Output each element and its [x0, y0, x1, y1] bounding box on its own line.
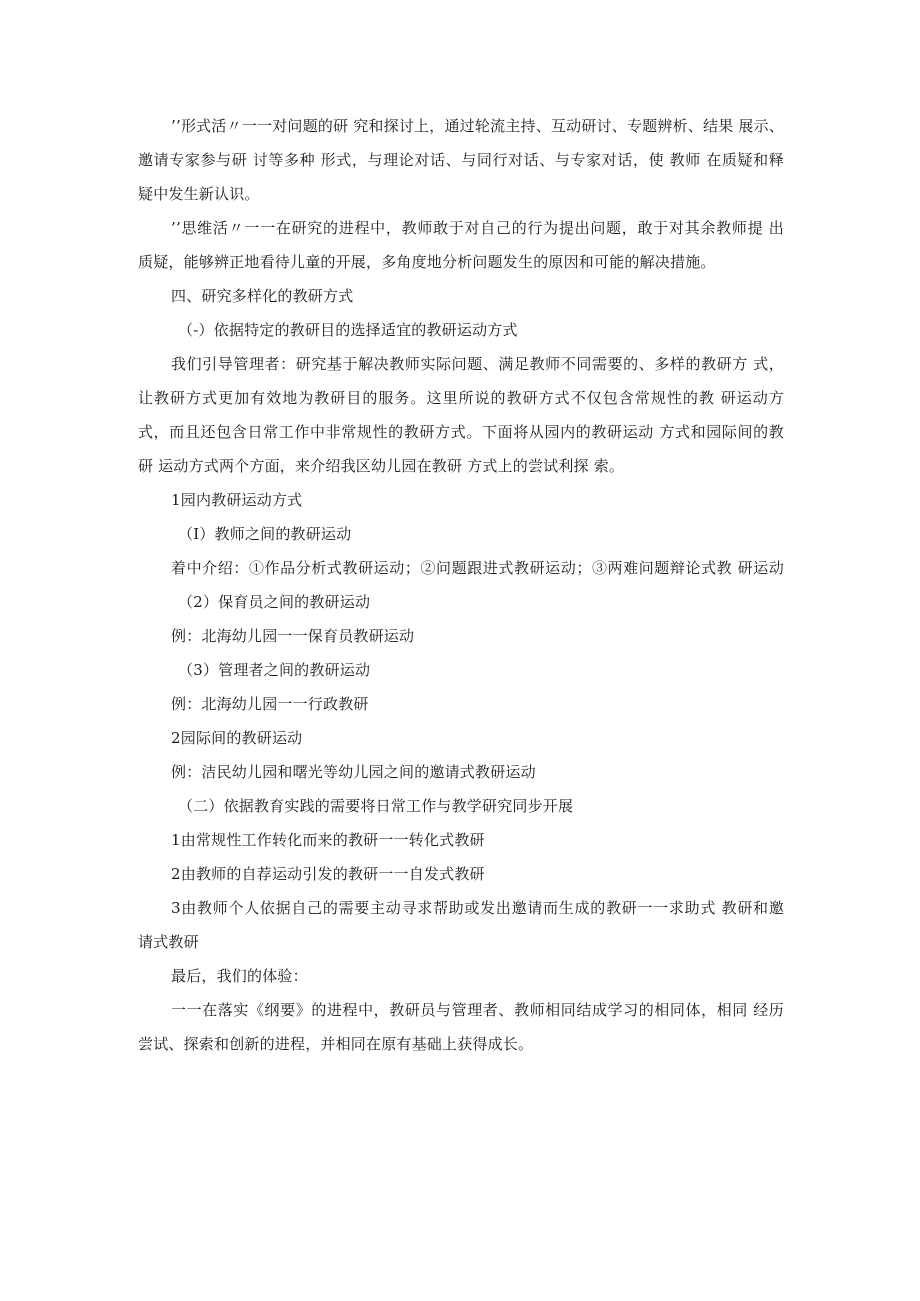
paragraph-3-line-3: 式，而且还包含日常工作中非常规性的教研方式。下面将从园内的教研运动 方式和园际间的教: [138, 423, 784, 441]
list-item-3-line-1: 3由教师个人依据自己的需要主动寻求帮助或发出邀请而生成的教研一一求助式 教研和邀: [171, 899, 784, 917]
item-1-heading: 1园内教研运动方式: [171, 491, 303, 509]
list-item-3-line-2: 请式教研: [138, 933, 199, 951]
item-1-2: （2）保育员之间的教研运动: [178, 593, 371, 611]
conclusion-line-2: 尝试、探索和创新的进程，并相同在原有基础上获得成长。: [138, 1035, 534, 1053]
item-1-1-detail: 着中介绍：①作品分析式教研运动；②问题跟进式教研运动；③两难问题辩论式教 研运动: [171, 559, 784, 577]
section-heading-4: 四、研究多样化的教研方式: [171, 287, 354, 305]
paragraph-2-line-1: ’’思维活〃一一在研究的进程中，教师敢于对自己的行为提出问题，敢于对其余教师提 出: [171, 219, 784, 237]
conclusion-line-1: 一一在落实《纲要》的进程中，教研员与管理者、教师相同结成学习的相同体，相同 经历: [171, 1001, 784, 1019]
list-item-1: 1由常规性工作转化而来的教研一一转化式教研: [171, 831, 485, 849]
paragraph-2-line-2: 质疑，能够辨正地看待儿童的开展，多角度地分析问题发生的原因和可能的解决措施。: [138, 253, 716, 271]
paragraph-1-line-2: 邀请专家参与研 讨等多种 形式，与理论对话、与同行对话、与专家对话，使 教师 在质疑和释: [138, 151, 784, 169]
item-1-1: （I）教师之间的教研运动: [178, 525, 352, 543]
paragraph-3-line-4: 研 运动方式两个方面，来介绍我区幼儿园在教研 方式上的尝试利探 索。: [138, 457, 625, 475]
item-1-2-example: 例：北海幼儿园一一保育员教研运动: [171, 627, 415, 645]
subheading-2: （二）依据教育实践的需要将日常工作与教学研究同步开展: [178, 797, 574, 815]
subheading-1: （-）依据特定的教研目的选择适宜的教研运动方式: [178, 321, 518, 339]
item-1-3-example: 例：北海幼儿园一一行政教研: [171, 695, 369, 713]
conclusion-heading: 最后，我们的体验：: [171, 967, 308, 985]
item-2-heading: 2园际间的教研运动: [171, 729, 303, 747]
list-item-2: 2由教师的自荐运动引发的教研一一自发式教研: [171, 865, 485, 883]
paragraph-3-line-1: 我们引导管理者：研究基于解决教师实际问题、满足教师不同需要的、多样的教研方 式，: [171, 355, 784, 373]
item-2-example: 例：洁民幼儿园和曙光等幼儿园之间的邀请式教研运动: [171, 763, 536, 781]
item-1-3: （3）管理者之间的教研运动: [178, 661, 371, 679]
paragraph-1-line-3: 疑中发生新认识。: [138, 185, 260, 203]
paragraph-3-line-2: 让教研方式更加有效地为教研目的服务。这里所说的教研方式不仅包含常规性的教 研运动方: [138, 389, 784, 407]
paragraph-1-line-1: ’’形式活〃一一对问题的研 究和探讨上，通过轮流主持、互动研讨、专题辨析、结果 展示、: [171, 117, 784, 135]
